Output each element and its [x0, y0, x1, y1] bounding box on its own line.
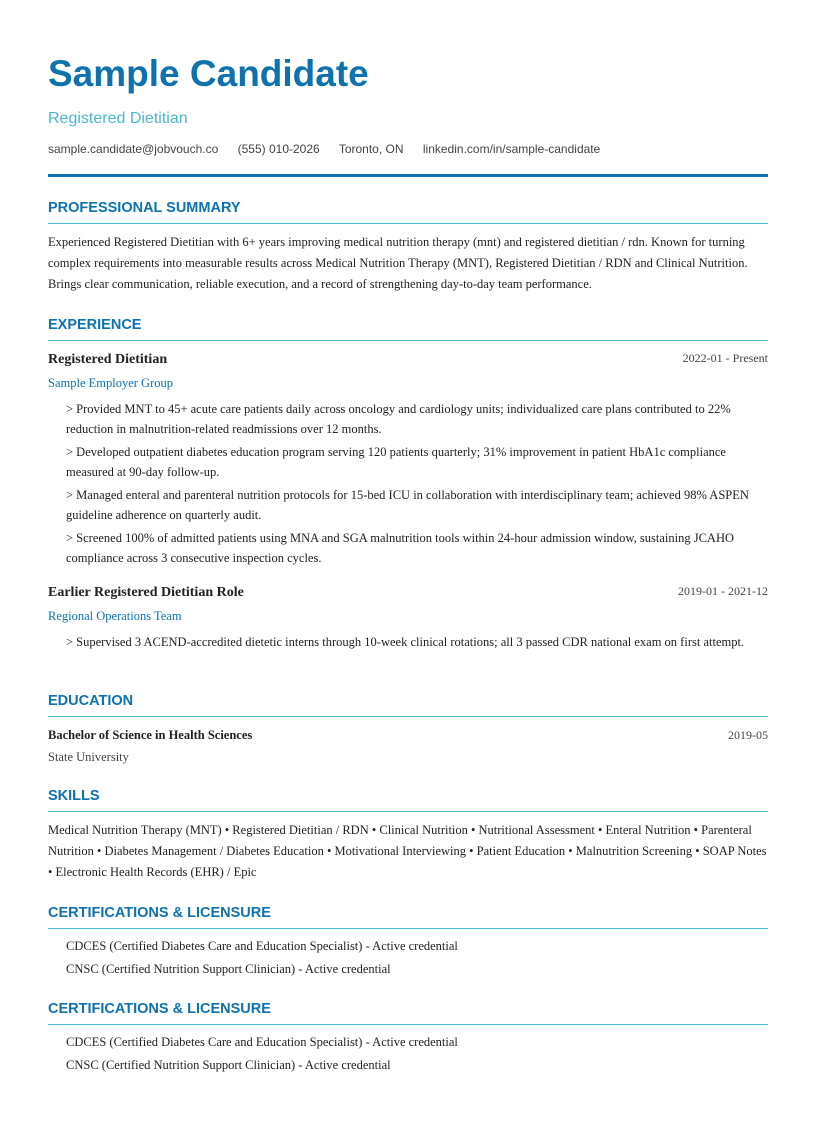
job-dates: 2022-01 - Present	[682, 351, 768, 365]
education-school: State University	[48, 750, 129, 764]
experience-heading: EXPERIENCE	[48, 316, 768, 341]
job-dates: 2019-01 - 2021-12	[678, 584, 768, 598]
certifications-list	[66, 935, 458, 981]
certifications-list	[66, 1031, 458, 1077]
certification-item: CDCES (Certified Diabetes Care and Education Specialist) - Active credential	[66, 1035, 458, 1049]
bullet-item: > Developed outpatient diabetes education program serving 120 patients quarterly; 31% improvement in patient HbA1c compliance measured at 90-day follow-up.	[66, 445, 726, 479]
skills-heading: SKILLS	[48, 787, 768, 812]
job-title: Earlier Registered Dietitian Role	[48, 585, 244, 600]
job-employer: Regional Operations Team	[48, 609, 182, 623]
bullet-item: > Screened 100% of admitted patients using MNA and SGA malnutrition tools within 24-hour admission window, sustaining JCAHO compliance across 3 consecutive inspection cycles.	[66, 531, 734, 565]
bullet-item: > Supervised 3 ACEND-accredited dietetic interns through 10-week clinical rotations; all 3 passed CDR national exam on first attempt.	[66, 635, 745, 649]
certifications-heading: CERTIFICATIONS & LICENSURE	[48, 904, 768, 929]
skills-text: Medical Nutrition Therapy (MNT) • Registered Dietitian / RDN • Clinical Nutrition • Nutritional Assessment • Enteral Nutrition • Parenteral Nutrition • Diabetes Management / Diabetes Education • Motivational Interviewing • Patient Education • Malnutrition Screening • SOAP Notes • Electronic Health Records (EHR) / Epic	[48, 823, 767, 879]
job-employer: Sample Employer Group	[48, 376, 173, 390]
certification-item: CNSC (Certified Nutrition Support Clinician) - Active credential	[66, 1058, 391, 1072]
bullet-item: > Provided MNT to 45+ acute care patients daily across oncology and cardiology units; individualized care plans contributed to 22% reduction in malnutrition-related readmissions over 12 months.	[66, 402, 731, 436]
contact-email[interactable]: sample.candidate@jobvouch.co	[48, 142, 219, 156]
contact-phone: (555) 010-2026	[237, 142, 320, 156]
certification-item: CNSC (Certified Nutrition Support Clinician) - Active credential	[66, 962, 391, 976]
job-bullets	[66, 632, 756, 655]
education-degree: Bachelor of Science in Health Sciences	[48, 728, 253, 742]
bullet-item: > Managed enteral and parenteral nutrition protocols for 15-bed ICU in collaboration with interdisciplinary team; achieved 98% ASPEN guideline adherence on quarterly audit.	[66, 488, 749, 522]
certification-item: CDCES (Certified Diabetes Care and Education Specialist) - Active credential	[66, 939, 458, 953]
contact-line	[48, 141, 616, 157]
education-heading: EDUCATION	[48, 692, 768, 717]
header-divider	[48, 174, 768, 177]
summary-heading: PROFESSIONAL SUMMARY	[48, 199, 768, 224]
job-title: Registered Dietitian	[48, 352, 168, 367]
certifications-heading: CERTIFICATIONS & LICENSURE	[48, 1000, 768, 1025]
job-bullets	[66, 399, 756, 571]
contact-location: Toronto, ON	[338, 142, 404, 156]
candidate-name: Sample Candidate	[48, 53, 369, 94]
contact-linkedin[interactable]: linkedin.com/in/sample-candidate	[422, 142, 601, 156]
education-date: 2019-05	[728, 728, 768, 742]
summary-text: Experienced Registered Dietitian with 6+ years improving medical nutrition therapy (mnt) and registered dietitian / rdn. Known for turning complex requirements into measurable results across Medical Nutrition Therapy (MNT), Registered Dietitian / RDN and Clinical Nutrition. Brings clear communication, reliable execution, and a record of strengthening day-to-day team performance.	[48, 235, 748, 291]
candidate-title: Registered Dietitian	[48, 110, 188, 127]
